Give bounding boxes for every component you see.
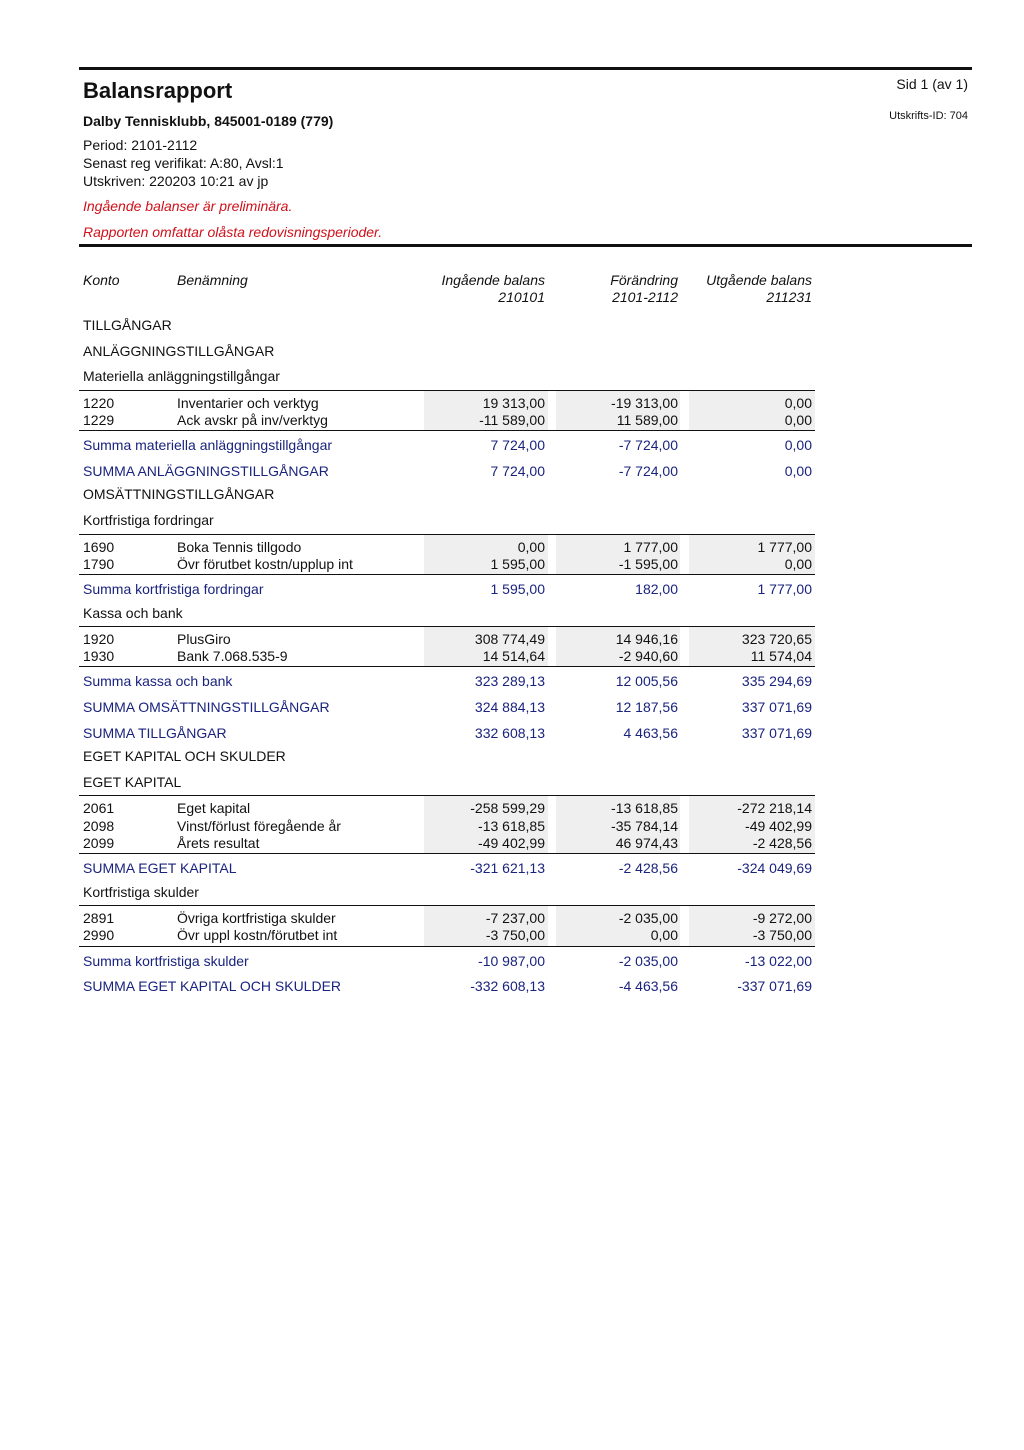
total-opening: -321 621,13 <box>470 860 545 876</box>
account-name: PlusGiro <box>177 631 231 648</box>
total-label: SUMMA TILLGÅNGAR <box>83 724 227 741</box>
account-row <box>79 818 815 835</box>
col-header-closing-date: 211231 <box>766 289 812 305</box>
section-heading: TILLGÅNGAR <box>83 317 172 333</box>
change-amount: 0,00 <box>650 927 678 944</box>
account-name: Inventarier och verktyg <box>177 394 319 411</box>
total-closing: -324 049,69 <box>737 860 812 876</box>
closing-balance: 1 777,00 <box>757 538 812 555</box>
opening-balance: 308 774,49 <box>474 631 545 648</box>
total-change: 12 187,56 <box>615 699 678 716</box>
grand-total-row <box>0 719 1024 745</box>
total-row <box>0 854 1024 880</box>
col-header-closing: Utgående balans <box>706 272 812 288</box>
account-number: 2099 <box>83 834 115 851</box>
account-number: 1690 <box>83 538 115 555</box>
change-amount: -35 784,14 <box>611 817 678 834</box>
change-amount: -2 940,60 <box>618 648 678 665</box>
subtotal-opening: 1 595,00 <box>490 580 545 597</box>
subtotal-closing: 335 294,69 <box>741 673 812 690</box>
section-heading: OMSÄTTNINGSTILLGÅNGAR <box>83 486 275 503</box>
account-name: Eget kapital <box>177 800 251 817</box>
total-label: SUMMA ANLÄGGNINGSTILLGÅNGAR <box>83 462 329 479</box>
account-name: Övr förutbet kostn/upplup int <box>177 555 353 572</box>
closing-balance: -2 428,56 <box>752 834 812 851</box>
total-change: -4 463,56 <box>618 978 678 995</box>
total-opening: 332 608,13 <box>474 724 545 741</box>
total-closing: -337 071,69 <box>737 978 812 995</box>
section-heading: Materiella anläggningstillgångar <box>83 368 280 385</box>
subtotal-opening: 7 724,00 <box>490 437 545 454</box>
printed-text: Utskriven: 220203 10:21 av jp <box>83 173 269 189</box>
opening-balance: 19 313,00 <box>482 394 545 411</box>
col-header-name: Benämning <box>177 272 248 288</box>
change-amount: 14 946,16 <box>615 631 678 648</box>
account-row <box>79 800 815 817</box>
col-header-account: Konto <box>83 272 120 288</box>
account-name: Ack avskr på inv/verktyg <box>177 411 328 428</box>
closing-balance: 323 720,65 <box>741 631 812 648</box>
total-closing: 337 071,69 <box>741 724 812 741</box>
opening-balance: 14 514,64 <box>482 648 545 665</box>
account-number: 2990 <box>83 927 115 944</box>
account-name: Övr uppl kostn/förutbet int <box>177 927 338 944</box>
opening-balance: 0,00 <box>517 538 545 555</box>
account-number: 1220 <box>83 394 115 411</box>
warning-preliminary: Ingående balanser är preliminära. <box>83 198 293 214</box>
change-amount: -1 595,00 <box>618 555 678 572</box>
account-row <box>79 395 815 412</box>
subtotal-row <box>0 575 1024 601</box>
page-title: Balansrapport <box>83 78 233 103</box>
account-row <box>79 648 815 665</box>
total-label: SUMMA EGET KAPITAL <box>83 860 237 876</box>
closing-balance: -272 218,14 <box>737 800 812 817</box>
total-opening: 7 724,00 <box>490 462 545 479</box>
account-row <box>79 910 815 927</box>
account-row <box>79 412 815 429</box>
account-name: Boka Tennis tillgodo <box>177 538 302 555</box>
section-heading: Kassa och bank <box>83 604 183 621</box>
top-rule <box>79 67 972 70</box>
account-number: 1790 <box>83 555 115 572</box>
subtotal-change: -7 724,00 <box>618 437 678 454</box>
account-number: 1930 <box>83 648 115 665</box>
grand-total-row <box>0 972 1024 998</box>
total-row <box>0 457 1024 483</box>
header-rule <box>79 244 972 247</box>
account-name: Årets resultat <box>177 834 260 851</box>
account-row <box>79 631 815 648</box>
col-header-opening-date: 210101 <box>498 289 545 305</box>
total-row <box>0 693 1024 719</box>
last-voucher-text: Senast reg verifikat: A:80, Avsl:1 <box>83 155 284 171</box>
closing-balance: 0,00 <box>784 394 812 411</box>
subtotal-label: Summa materiella anläggningstillgångar <box>83 437 333 454</box>
opening-balance: -13 618,85 <box>478 817 545 834</box>
change-amount: 46 974,43 <box>615 834 678 851</box>
section-heading: Kortfristiga fordringar <box>83 511 214 528</box>
closing-balance: 0,00 <box>784 411 812 428</box>
subtotal-row <box>0 431 1024 457</box>
account-number: 1920 <box>83 631 115 648</box>
account-group-cash-bank <box>79 626 815 667</box>
subtotal-row <box>0 947 1024 973</box>
total-change: -7 724,00 <box>618 462 678 479</box>
total-opening: 324 884,13 <box>474 699 545 716</box>
organization-name: Dalby Tennisklubb, 845001-0189 (779) <box>83 113 334 129</box>
subtotal-closing: 1 777,00 <box>757 580 812 597</box>
subtotal-closing: -13 022,00 <box>745 952 812 969</box>
account-name: Vinst/förlust föregående år <box>177 817 341 834</box>
total-label: SUMMA OMSÄTTNINGSTILLGÅNGAR <box>83 699 330 716</box>
closing-balance: 0,00 <box>784 555 812 572</box>
closing-balance: -49 402,99 <box>745 817 812 834</box>
account-row <box>79 835 815 852</box>
change-amount: 1 777,00 <box>623 538 678 555</box>
opening-balance: -7 237,00 <box>485 910 545 927</box>
account-name: Övriga kortfristiga skulder <box>177 910 336 927</box>
opening-balance: 1 595,00 <box>490 555 545 572</box>
section-heading: EGET KAPITAL OCH SKULDER <box>83 748 286 765</box>
subtotal-opening: -10 987,00 <box>478 952 545 969</box>
subtotal-closing: 0,00 <box>784 437 812 454</box>
col-header-change-period: 2101-2112 <box>612 289 678 305</box>
section-heading: Kortfristiga skulder <box>83 883 199 900</box>
subtotal-change: 12 005,56 <box>615 673 678 690</box>
closing-balance: 11 574,04 <box>750 648 812 665</box>
warning-unlocked-periods: Rapporten omfattar olåsta redovisningsperioder. <box>83 224 383 240</box>
subtotal-row <box>0 667 1024 693</box>
period-text: Period: 2101-2112 <box>83 137 198 153</box>
section-heading: EGET KAPITAL <box>83 773 182 790</box>
change-amount: 11 589,00 <box>616 411 678 428</box>
subtotal-change: -2 035,00 <box>618 952 678 969</box>
account-number: 2891 <box>83 910 115 927</box>
closing-balance: -3 750,00 <box>752 927 812 944</box>
subtotal-change: 182,00 <box>635 580 678 597</box>
subtotal-opening: 323 289,13 <box>474 673 545 690</box>
account-group-tangible <box>79 390 815 431</box>
column-headers <box>0 272 1024 312</box>
closing-balance: -9 272,00 <box>752 910 812 927</box>
opening-balance: -11 589,00 <box>479 411 545 428</box>
total-label: SUMMA EGET KAPITAL OCH SKULDER <box>83 978 342 995</box>
col-header-change: Förändring <box>610 272 678 288</box>
account-group-equity <box>79 795 815 854</box>
change-amount: -2 035,00 <box>618 910 678 927</box>
account-row <box>79 556 815 573</box>
change-amount: -13 618,85 <box>611 800 678 817</box>
total-closing: 0,00 <box>784 462 812 479</box>
opening-balance: -3 750,00 <box>485 927 545 944</box>
account-row <box>79 927 815 944</box>
opening-balance: -258 599,29 <box>470 800 545 817</box>
subtotal-label: Summa kortfristiga fordringar <box>83 580 264 597</box>
account-row <box>79 539 815 556</box>
page-number: Sid 1 (av 1) <box>896 76 968 92</box>
account-group-short-receivables <box>79 534 815 575</box>
opening-balance: -49 402,99 <box>478 834 545 851</box>
total-change: -2 428,56 <box>618 860 678 876</box>
print-id: Utskrifts-ID: 704 <box>889 110 968 122</box>
balance-report-table <box>0 313 1024 998</box>
account-name: Bank 7.068.535-9 <box>177 648 288 665</box>
account-number: 2098 <box>83 817 115 834</box>
col-header-opening: Ingående balans <box>441 272 545 288</box>
total-opening: -332 608,13 <box>470 978 545 995</box>
change-amount: -19 313,00 <box>611 394 678 411</box>
subtotal-label: Summa kassa och bank <box>83 673 233 690</box>
total-change: 4 463,56 <box>623 724 678 741</box>
subtotal-label: Summa kortfristiga skulder <box>83 952 249 969</box>
total-closing: 337 071,69 <box>741 699 812 716</box>
account-group-short-liabilities <box>79 905 815 946</box>
account-number: 1229 <box>83 411 115 428</box>
account-number: 2061 <box>83 800 115 817</box>
section-heading: ANLÄGGNINGSTILLGÅNGAR <box>83 342 275 359</box>
